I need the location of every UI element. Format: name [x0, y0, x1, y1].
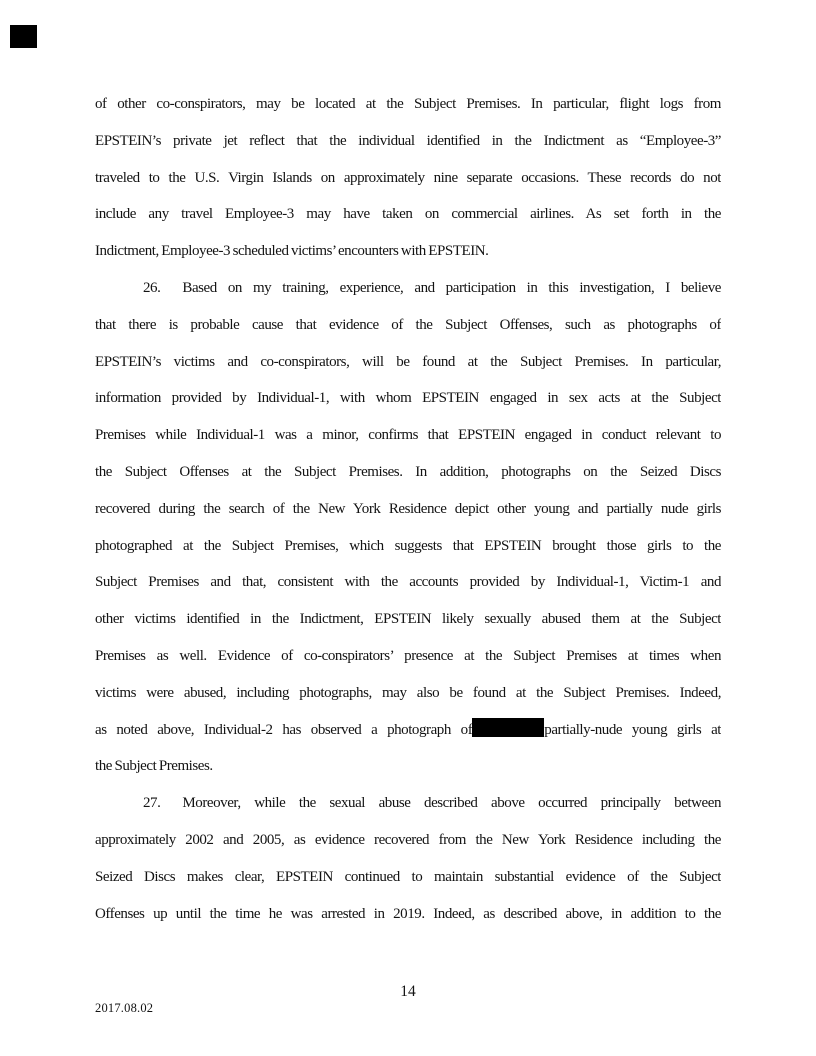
body-line: victims were abused, including photographs, may also be found at the Subject Premises. Indeed,: [95, 684, 721, 701]
redaction-bar: [472, 718, 544, 737]
body-line: Moreover, while the sexual abuse described above occurred principally between: [182, 795, 721, 812]
body-line: Offenses up until the time he was arrested in 2019. Indeed, as described above, in addition to the: [95, 905, 721, 922]
body-line: information provided by Individual-1, with whom EPSTEIN engaged in sex acts at the Subject: [95, 390, 721, 407]
body-line: EPSTEIN’s private jet reflect that the individual identified in the Indictment as “Employee-3”: [95, 132, 721, 149]
date-stamp: 2017.08.02: [95, 1001, 154, 1015]
body-line: Indictment, Employee-3 scheduled victims’ encounters with EPSTEIN.: [95, 243, 489, 260]
body-line: Based on my training, experience, and participation in this investigation, I believe: [182, 279, 721, 296]
body-line: photographed at the Subject Premises, which suggests that EPSTEIN brought those girls to the: [95, 537, 721, 554]
paragraph-26-first-line: [95, 270, 721, 307]
body-line: Seized Discs makes clear, EPSTEIN continued to maintain substantial evidence of the Subject: [95, 868, 721, 885]
redacted-line: [95, 712, 721, 749]
body-line: Premises while Individual-1 was a minor, confirms that EPSTEIN engaged in conduct relevant to: [95, 427, 721, 444]
body-line: other victims identified in the Indictment, EPSTEIN likely sexually abused them at the Subject: [95, 611, 721, 628]
corner-redaction-mark: [10, 25, 37, 48]
body-line: EPSTEIN’s victims and co-conspirators, will be found at the Subject Premises. In particular,: [95, 353, 721, 370]
body-line: recovered during the search of the New York Residence depict other young and partially nude girls: [95, 500, 721, 517]
body-line: Premises as well. Evidence of co-conspirators’ presence at the Subject Premises at times when: [95, 647, 721, 664]
paragraph-number: 26.: [143, 279, 161, 296]
page-number: 14: [400, 983, 416, 1000]
body-line: approximately 2002 and 2005, as evidence recovered from the New York Residence including the: [95, 831, 721, 848]
body-text: [95, 86, 721, 932]
body-line: partially-nude young girls at: [544, 721, 721, 738]
body-line: of other co-conspirators, may be located at the Subject Premises. In particular, flight logs from: [95, 96, 721, 112]
paragraph-number: 27.: [143, 795, 161, 812]
paragraph-27-first-line: [95, 785, 721, 822]
body-line: traveled to the U.S. Virgin Islands on approximately nine separate occasions. These records do not: [95, 169, 721, 186]
body-line: include any travel Employee-3 may have taken on commercial airlines. As set forth in the: [95, 206, 721, 223]
body-line: the Subject Offenses at the Subject Premises. In addition, photographs on the Seized Discs: [95, 463, 721, 480]
body-line: as noted above, Individual-2 has observed a photograph of: [95, 721, 473, 738]
body-line: Subject Premises and that, consistent with the accounts provided by Individual-1, Victim-1 and: [95, 574, 721, 591]
body-line: the Subject Premises.: [95, 758, 213, 775]
body-line: that there is probable cause that evidence of the Subject Offenses, such as photographs of: [95, 316, 721, 333]
